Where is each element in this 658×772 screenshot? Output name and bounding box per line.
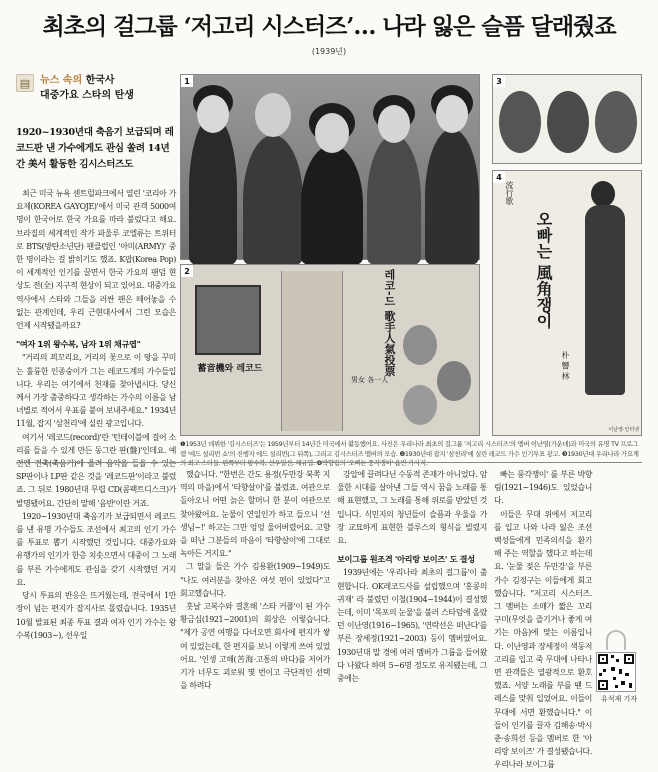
photo-magazine-ad xyxy=(180,264,480,436)
photo-number: 4 xyxy=(493,171,505,183)
paragraph: 당시 투표의 반응은 뜨거웠는데, 전국에서 1만장이 넘는 편지가 잡지사로 몰렸습니다. 1935년 10월 발표된 최종 투표 결과 여자 인기 가수는 왕수복(1903~), 선우일 xyxy=(16,591,176,640)
photo-number: 1 xyxy=(181,75,193,87)
paragraph: 했습니다. "한번은 간도 용정(두만강 북쪽 지역의 마을)에서 '타향살이'를 불렀죠. 여관으로 돌아오니 어떤 늙은 할머니 한 분이 여관으로 찾아왔어요. 눈물이 연일인가 하고 들으니 '선생님~!' 하고는 그만 엉엉 울어버렸어요. 고향을 떠난 그분들의 마음이 '타향살이'에 그대로 녹아든 거지요." xyxy=(180,470,330,559)
headline-year: (1939년) xyxy=(311,47,347,56)
paragraph: 이들은 무대 위에서 저고리를 입고 나와 나라 잃은 조선 백성들에게 민족의식을 환기해 주는 역할을 했다고 하는데요. '눈물 젖은 두만강'을 부른 가수 김정구는 이들에게 회고했습니다. "저고리 시스터즈. 그 멤버는 소매가 짧은 꼬리 구미(무엇을 즐기거나 좋게 여기는 마음)에 맞는 이름입니다. 이난영과 장세정이 색동저고리를 입고 죽 무대에 나타나면 관객들은 열광적으로 환호했죠. 서양 노래를 부를 땐 드레스를 맞춰 입었어요. 이들이 무대에 서면 환했습니다." 이들이 인기를 끌자 김해송·박시춘·송희선 등을 멤버로 한 '아리랑 보이즈' 가 결성됐습니다. 우리나라 보이그룹 xyxy=(494,509,592,770)
column-2 xyxy=(180,468,330,712)
photo-number: 3 xyxy=(493,75,505,87)
kicker-part1: 뉴스 속의 xyxy=(40,75,86,86)
photo-lyric-sheet xyxy=(492,170,642,436)
paragraph: 그 말을 들은 가수 김용환(1909~1949)도 "나도 여러분을 찾아온 여섯 편이 있었다"고 회고했습니다. xyxy=(180,562,330,598)
divider xyxy=(16,462,642,463)
series-kicker xyxy=(16,74,176,103)
headset-icon xyxy=(606,630,626,650)
paragraph: 강압에 끌려다닌 수동적 존재가 아니었다. 암울한 시대를 살아낸 그들 역시 꿈을 노래를 통해 표현했고, 그 노래를 통해 위로를 받았던 것입니다. 식민지의 청년들이 슬픔과 우울을 가장 교묘하게 표현한 블루스의 형식을 빌렸지요. xyxy=(337,470,487,546)
photo-kim-sisters xyxy=(180,74,480,260)
paragraph: "거리의 꾀꼬리요, 거리의 꽃으로 이 땅을 꾸미는 훌륭한 인종숭이가 그는 레코드계의 가수들입니다. 우리는 여기에서 천재를 찾아냅시다. 당신께서 가장 출중하다고 생각하는 가수의 이름을 남녀별로 적어서 우표를 붙여 보내주세요." 1934년 11월, 잡지 '삼천리'에 실린 광고입니다. xyxy=(16,353,176,429)
column-4 xyxy=(494,468,592,770)
paragraph: 여기서 '레코드(record)'란 '턴테이블에 걸어 소리를 들을 수 있게 만든 동그란 판(盤)'인데요. 예전엔 전축(축음기)에 올려 음악을 들을 수 있는 SP판이나 LP판 같은 것을 '레코드판'이라고 불렀죠. 그 뒤로 1980년대 무렵 CD(콤팩트디스크)가 발명됐어요. 간단히 말해 '음반'이란 거죠. xyxy=(16,432,176,508)
ad-text-2: 레코-드 歌手人氣投票 xyxy=(383,269,396,377)
paragraph: 홋날 고복수와 결혼해 '스타 커플'이 된 가수 황금심(1921~2001)의 회상은 이렇습니다. "제가 공연 여행을 다녀오면 회사에 편지가 쌓여 있었는데, 한 편지를 보니 이렇게 쓰여 있었어요. '인생 고해(苦海·고통의 바다)를 저어가기가 너무도 괴로워 몇 번이고 극단적인 선택을 하려다 xyxy=(180,602,330,691)
ad-text-1: 蓄音機와 레코드 xyxy=(197,364,263,374)
paragraph: 1920~1930년대 축음기가 보급되면서 레코드를 낸 유명 가수들도 조선에서 최고의 인기 가수를 투표로 뽑기 시작했던 것입니다. 대중가요와 유행가의 인기가 한층 치솟으면서 대중이 그 노래를 부른 가수에게도 관심을 갖기 시작했던 거지요. xyxy=(16,511,176,587)
photo-credit: 이난영·인터넷 xyxy=(608,427,639,433)
headline: 최초의 걸그룹 ‘저고리 시스터즈’… 나라 잃은 슬픔 달래줬죠 xyxy=(42,13,616,40)
qr-code[interactable] xyxy=(596,652,636,692)
left-body xyxy=(16,187,176,640)
left-column xyxy=(16,74,176,640)
lyric-side: 流行歌 xyxy=(505,181,514,205)
lead-summary: 1920~1930년대 축음기 보급되며 레코드판 낸 가수에게도 관심 쏠려 14년 간 美서 활동한 김시스터즈도 xyxy=(16,127,174,170)
lyric-title: 오빠는 風角쟁이 xyxy=(534,211,553,329)
kicker-part2: 한국사 xyxy=(85,75,115,86)
column-3 xyxy=(337,468,487,712)
book-icon: ▤ xyxy=(16,74,34,92)
paragraph: 최근 미국 뉴욕 센트럴파크에서 열린 '코리아 가요제(KOREA GAYOJE)'에서 미국 관객 5000여 명이 한국어로 한국 가요를 따라 불렀다고 해요. 브라질의 세계적인 작가 파울루 코엘류는 트위터로 BTS(방탄소년단) 팬클럽인 '아미(ARMY)' 중 한 명이라는 걸 밝히기도 했죠. K팝(Korea Pop)이 세계적인 인기를 끌면서 한국 가요의 팬덤 현상도 전(全) 지구적 현상이 되고 있어요. 대중가요 역사에서 스타와 그들을 러싼 팬은 떼어놓을 수 없는 관계인데, 우리 근현대사에서 그런 모습은 언제 시작됐을까요? xyxy=(16,189,176,331)
lyric-singer: 朴 響 林 xyxy=(561,351,570,381)
paragraph: 1939년에는 '우리나라 최초의 걸그룹'이 출현합니다. OK레코드사를 설립했으며 '홍콩의 귀재' 라 불렸던 이철(1904~1944)이 결성했는데, 이미 '목포의 눈물'을 불러 스타덤에 올랐던 이난영(1916~1965), '연락선은 떠난다'를 부른 장세정(1921~2003) 등이 멤버였어요. 1930년대 말 경에 여러 멤버가 그룹을 들어왔다 나왔다 하며 5~6명 정도로 유지됐는데, 그중에는 xyxy=(337,568,487,684)
subhead-1: "여자 1위 왕수복, 남자 1위 채규엽" xyxy=(16,339,141,350)
photo-three-portraits xyxy=(492,74,642,164)
photo-caption: ❶1953년 데뷔한 '김시스터즈'는 1959년부터 14년간 미국에서 활동했어요. 사진은 우리나라 최초의 걸그룹 '저고리 시스터즈'의 멤버 이난영(가운데)과 미국의 유명 TV 프로그램 '에드 설리번 쇼'의 진행자 에드 설리번(그 뒤쪽), 그리고 김시스터즈 멤버의 모습. ❷1930년대 잡지 '삼천리'에 실린 레코드 가수 인기투표 광고. ❸1930년대 우리나라 가요계의 최고 스타들. 왼쪽부터 왕수복, 선우일선, 채규엽. ❹박향림의 '오빠는 풍각쟁이' 음반 가사지. xyxy=(180,440,639,467)
reporter-name: 유석재 기자 xyxy=(600,695,638,703)
photo-number: 2 xyxy=(181,265,193,277)
subhead-2: 보이그룹 원조격 '아리랑 보이즈' 도 결성 xyxy=(337,554,475,565)
photo-area xyxy=(180,74,642,436)
kicker-subtitle: 대중가요 스타의 탄생 xyxy=(40,90,134,101)
ad-text-3: 男女 各一人 xyxy=(351,376,389,384)
paragraph: 빠는 풍각쟁이' 를 부른 박향림(1921~1946)도 있었습니다. xyxy=(494,470,592,506)
